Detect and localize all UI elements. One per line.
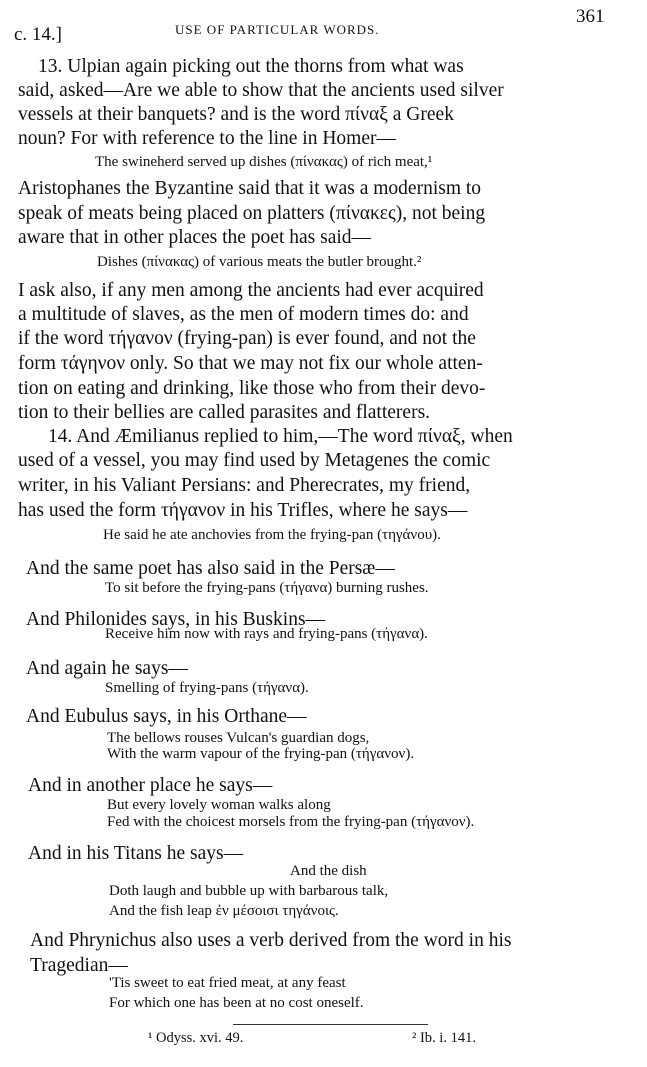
text-line: And Philonides says, in his Buskins— — [26, 609, 326, 630]
text-line: I ask also, if any men among the ancients had ever acquired — [18, 280, 484, 301]
footnote: ² Ib. i. 141. — [412, 1030, 476, 1046]
text-line: tion on eating and drinking, like those who from their devo- — [18, 378, 486, 399]
text-line: And the same poet has also said in the Persæ— — [26, 558, 395, 579]
text-line: form τάγηνον only. So that we may not fix our whole atten- — [18, 353, 483, 374]
verse-line: And the fish leap ἐν μέσοισι τηγάνοις. — [109, 903, 339, 919]
text-line: has used the form τήγανον in his Trifles, where he says— — [18, 500, 468, 521]
text-line: 13. Ulpian again picking out the thorns from what was — [38, 56, 464, 77]
footnote-rule — [233, 1024, 428, 1025]
text-line: writer, in his Valiant Persians: and Pherecrates, my friend, — [18, 475, 471, 496]
verse-line: The bellows rouses Vulcan's guardian dogs, — [107, 730, 370, 746]
text-line: said, asked—Are we able to show that the ancients used silver — [18, 80, 504, 101]
text-line: a multitude of slaves, as the men of modern times do: and — [18, 304, 469, 325]
verse-line: The swineherd served up dishes (πίνακας) of rich meat,¹ — [95, 154, 433, 170]
text-line: if the word τήγανον (frying-pan) is ever found, and not the — [18, 328, 476, 349]
text-line: And Eubulus says, in his Orthane— — [26, 706, 307, 727]
verse-line: Dishes (πίνακας) of various meats the butler brought.² — [97, 254, 422, 270]
verse-line: He said he ate anchovies from the frying-pan (τηγάνου). — [103, 527, 441, 543]
text-line: 14. And Æmilianus replied to him,—The word πίναξ, when — [48, 426, 513, 447]
text-line: aware that in other places the poet has said— — [18, 227, 372, 248]
text-line: Tragedian— — [30, 955, 128, 976]
verse-line: Doth laugh and bubble up with barbarous talk, — [109, 883, 389, 899]
footnote: ¹ Odyss. xvi. 49. — [148, 1030, 244, 1046]
text-line: Aristophanes the Byzantine said that it was a modernism to — [18, 178, 482, 199]
verse-line: To sit before the frying-pans (τήγανα) burning rushes. — [105, 580, 429, 596]
verse-line: Receive him now with rays and frying-pans (τήγανα). — [105, 626, 428, 642]
text-line: And again he says— — [26, 658, 188, 679]
verse-line: And the dish — [290, 863, 367, 879]
running-head-title: USE OF PARTICULAR WORDS. — [175, 22, 380, 37]
running-head-chapter: c. 14.] — [14, 24, 63, 45]
text-line: vessels at their banquets? and is the word πίναξ a Greek — [18, 104, 454, 125]
verse-line: For which one has been at no cost oneself. — [109, 995, 364, 1011]
text-line: And in his Titans he says— — [28, 843, 244, 864]
verse-line: With the warm vapour of the frying-pan (τήγανον). — [107, 746, 415, 762]
verse-line: But every lovely woman walks along — [107, 797, 331, 813]
text-line: And in another place he says— — [28, 775, 273, 796]
text-line: used of a vessel, you may find used by Metagenes the comic — [18, 450, 491, 471]
page-number: 361 — [576, 6, 605, 27]
verse-line: Smelling of frying-pans (τήγανα). — [105, 680, 309, 696]
verse-line: Fed with the choicest morsels from the frying-pan (τήγανον). — [107, 814, 475, 830]
text-line: tion to their bellies are called parasites and flatterers. — [18, 402, 431, 423]
verse-line: 'Tis sweet to eat fried meat, at any feast — [109, 975, 346, 991]
text-line: speak of meats being placed on platters (πίνακες), not being — [18, 203, 486, 224]
text-line: And Phrynichus also uses a verb derived from the word in his — [30, 930, 512, 951]
text-line: noun? For with reference to the line in Homer— — [18, 128, 396, 149]
